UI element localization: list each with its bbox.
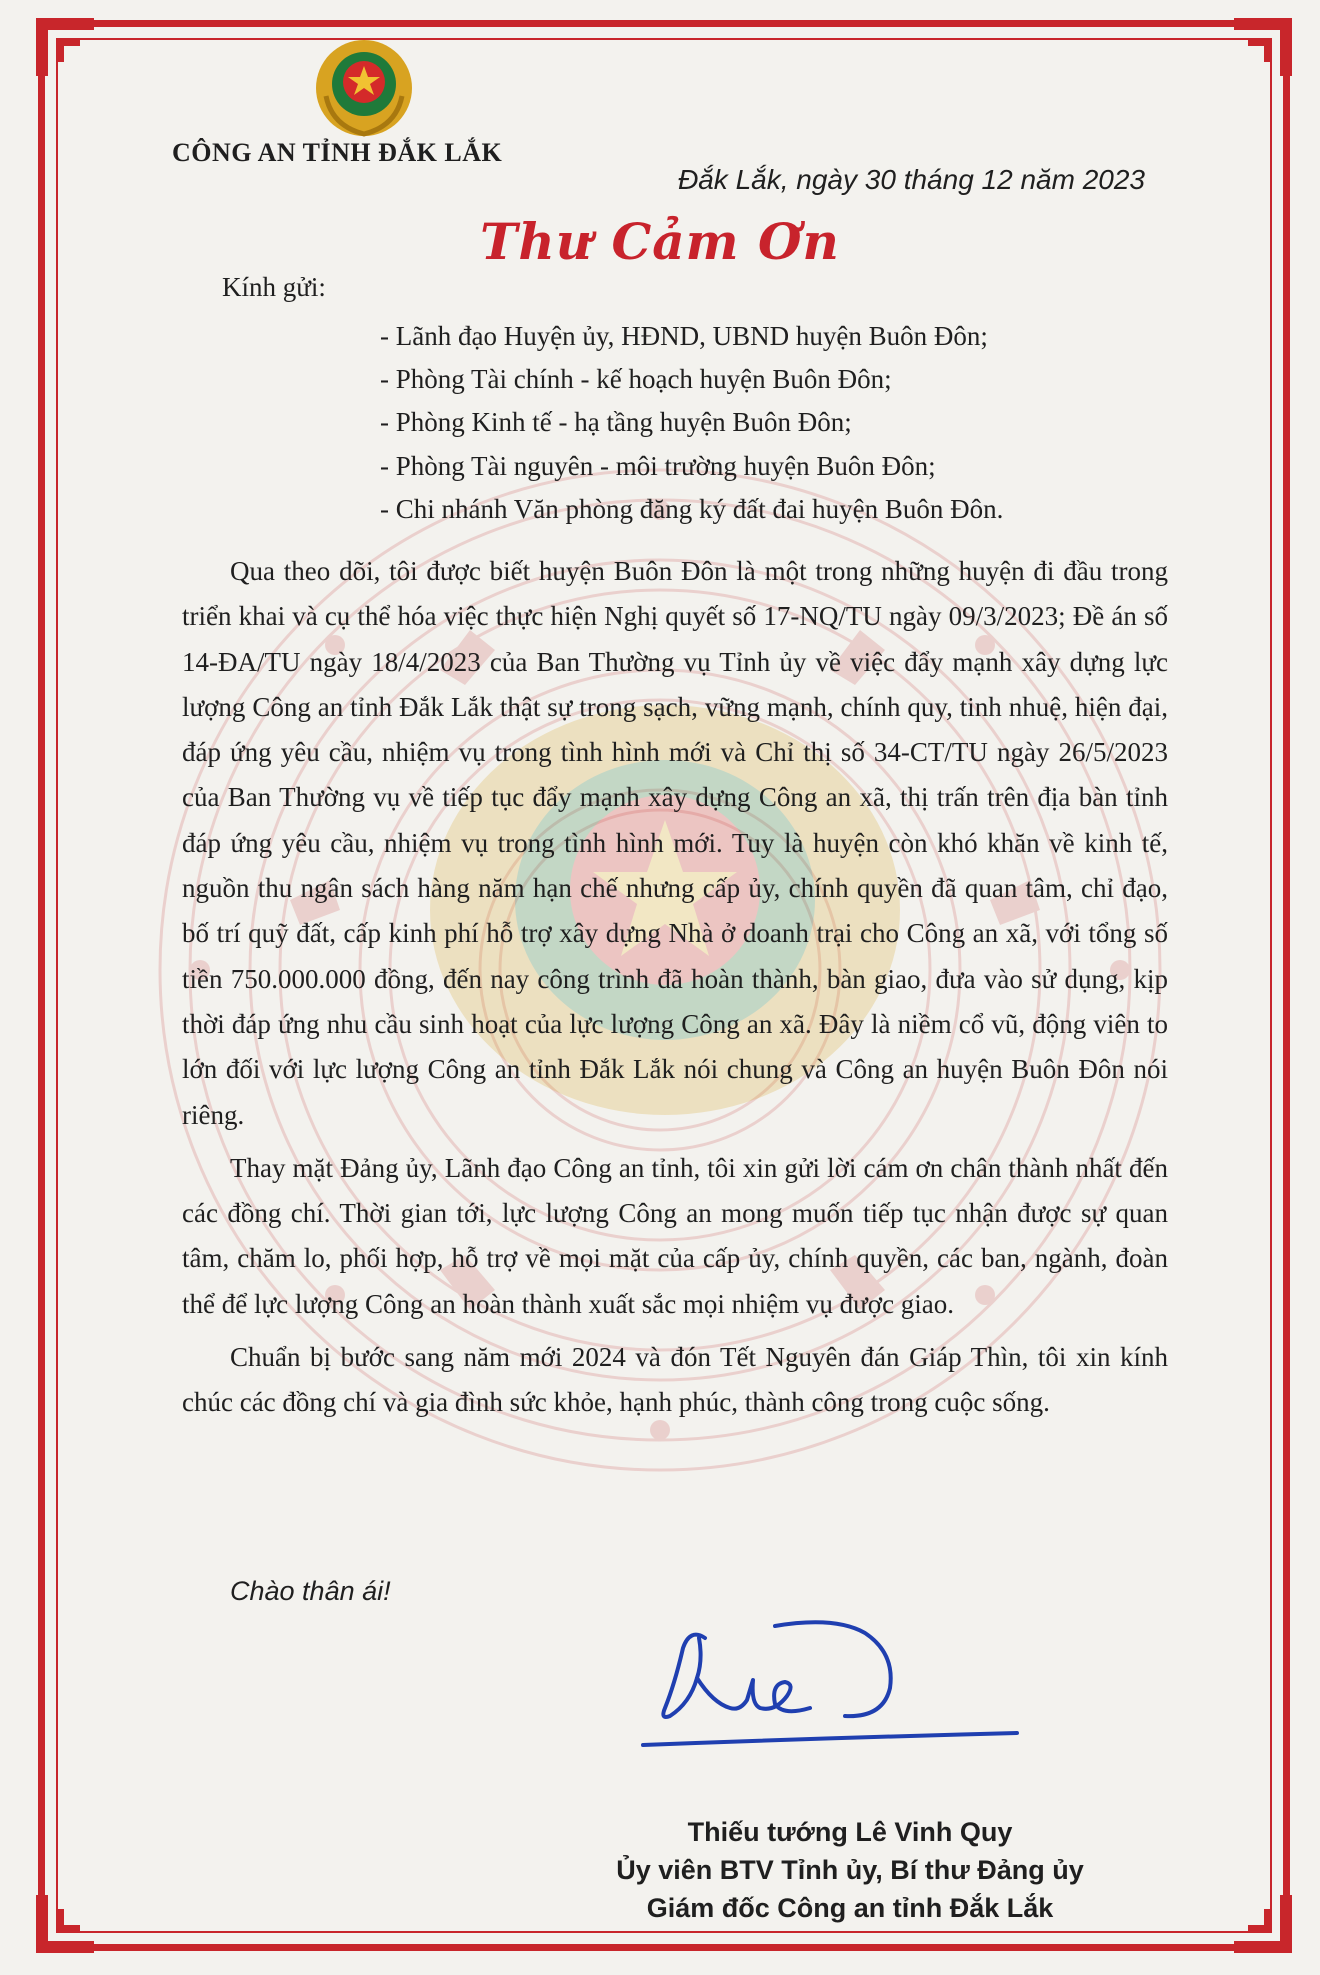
signer-position: Giám đốc Công an tỉnh Đắk Lắk: [646, 1893, 1054, 1923]
handwritten-signature: [635, 1608, 1025, 1763]
signer-name: Thiếu tướng Lê Vinh Quy: [687, 1817, 1013, 1847]
corner-ornament-icon: [1228, 12, 1298, 82]
recipient-item: - Phòng Kinh tế - hạ tầng huyện Buôn Đôn;: [380, 407, 852, 438]
recipient-item: - Lãnh đạo Huyện ủy, HĐND, UBND huyện Buôn Đôn;: [380, 321, 988, 351]
body-paragraph: Chuẩn bị bước sang năm mới 2024 và đón Tết Nguyên đán Giáp Thìn, tôi xin kính chúc các đồng chí và gia đình sức khỏe, hạnh phúc, thành công trong cuộc sống.: [182, 1342, 1168, 1418]
letter-body: [182, 549, 1168, 1426]
corner-ornament-icon: [1228, 1889, 1298, 1959]
recipient-item: - Phòng Tài nguyên - môi trường huyện Buôn Đôn;: [380, 450, 936, 481]
recipient-item: - Chi nhánh Văn phòng đăng ký đất đai huyện Buôn Đôn.: [380, 493, 1004, 524]
recipient-list: [380, 315, 1003, 531]
closing-line: Chào thân ái!: [230, 1576, 391, 1606]
recipient-item: - Phòng Tài chính - kế hoạch huyện Buôn Đôn;: [380, 364, 892, 395]
signer-position: Ủy viên BTV Tỉnh ủy, Bí thư Đảng ủy: [616, 1855, 1084, 1885]
corner-ornament-icon: [30, 1889, 100, 1959]
date-line: Đắk Lắk, ngày 30 tháng 12 năm 2023: [678, 164, 1146, 195]
organization-name: CÔNG AN TỈNH ĐẮK LẮK: [172, 138, 503, 167]
corner-ornament-icon: [30, 12, 100, 82]
body-paragraph: Qua theo dõi, tôi được biết huyện Buôn Đôn là một trong những huyện đi đầu trong triển khai và cụ thể hóa việc thực hiện Nghị quyết số 17-NQ/TU ngày 09/3/2023; Đề án số 14-ĐA/TU ngày 18/4/2023 của Ban Thường vụ Tỉnh ủy về việc đẩy mạnh xây dựng lực lượng Công an tỉnh Đắk Lắk thật sự trong sạch, vững mạnh, chính quy, tinh nhuệ, hiện đại, đáp ứng yêu cầu, nhiệm vụ trong tình hình mới và Chỉ thị số 34-CT/TU ngày 26/5/2023 của Ban Thường vụ về tiếp tục đẩy mạnh xây dựng Công an xã, thị trấn trên địa bàn tỉnh đáp ứng yêu cầu, nhiệm vụ trong tình hình mới. Tuy là huyện còn khó khăn về kinh tế, nguồn thu ngân sách hàng năm hạn chế nhưng cấp ủy, chính quyền đã quan tâm, chỉ đạo, bố trí quỹ đất, cấp kinh phí hỗ trợ xây dựng Nhà ở doanh trại cho Công an xã, với tổng số tiền 750.000.000 đồng, đến nay công trình đã hoàn thành, bàn giao, đưa vào sử dụng, kịp thời đáp ứng nhu cầu sinh hoạt của lực lượng Công an xã. Đây là niềm cổ vũ, động viên to lớn đối với lực lượng Công an tỉnh Đắk Lắk nói chung và Công an huyện Buôn Đôn nói riêng.: [182, 556, 1168, 1130]
body-paragraph: Thay mặt Đảng ủy, Lãnh đạo Công an tỉnh, tôi xin gửi lời cám ơn chân thành nhất đến các đồng chí. Thời gian tới, lực lượng Công an mong muốn tiếp tục nhận được sự quan tâm, chăm lo, phối hợp, hỗ trợ về mọi mặt của cấp ủy, chính quyền, các ban, ngành, đoàn thể để lực lượng Công an hoàn thành xuất sắc mọi nhiệm vụ được giao.: [182, 1152, 1168, 1319]
salutation: Kính gửi:: [222, 272, 326, 302]
police-emblem-icon: [312, 36, 416, 140]
letter-title: Thư Cảm Ơn: [480, 212, 840, 271]
